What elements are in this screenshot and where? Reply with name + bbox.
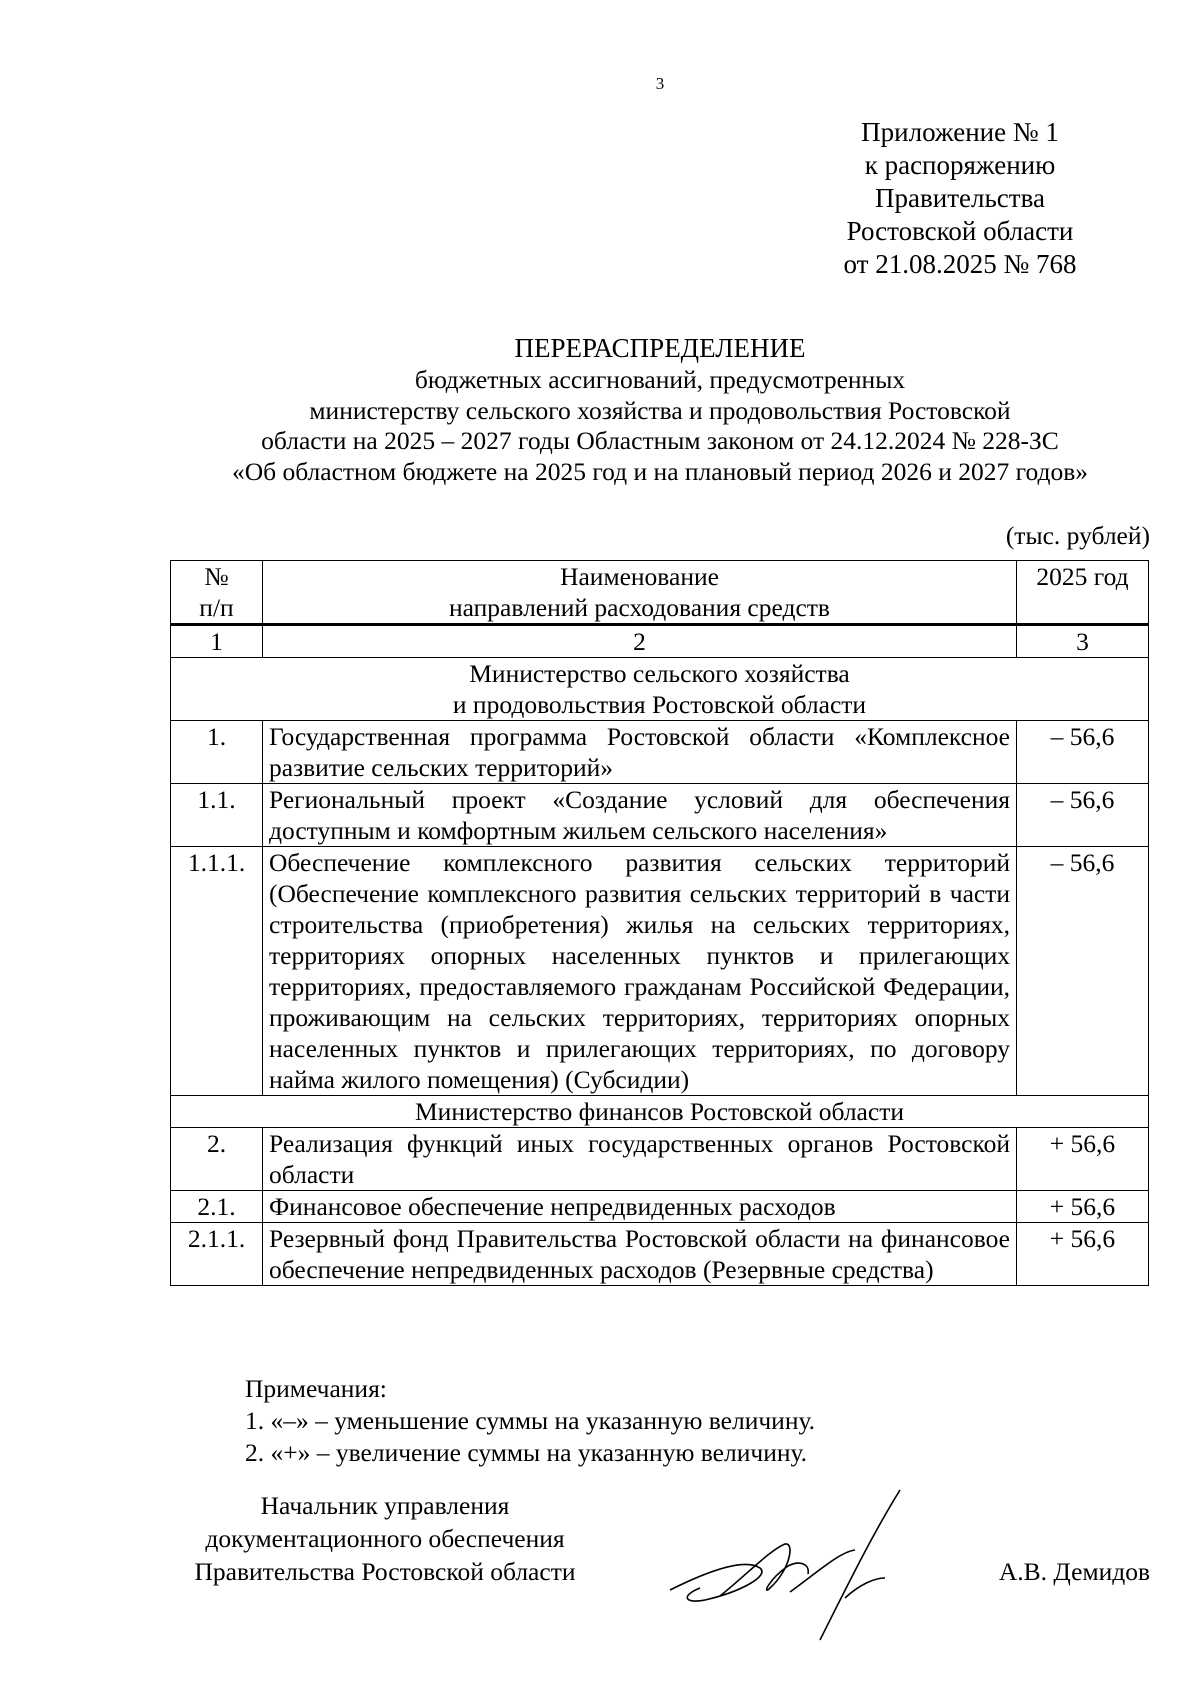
signatory-role-line-3: Правительства Ростовской области (194, 1557, 576, 1586)
column-number-2: 2 (263, 625, 1017, 658)
row-number: 1.1. (171, 784, 263, 847)
table-row (171, 1223, 1149, 1286)
title-line-1: бюджетных ассигнований, предусмотренных (414, 365, 906, 394)
title-line-2: министерству сельского хозяйства и продовольствия Ростовской (309, 395, 1011, 425)
header-name-line-1: Наименование (560, 562, 719, 591)
note-item-2: 2. «+» – увеличение суммы на указанную величину. (245, 1438, 808, 1467)
appendix-line-2: к распоряжению (864, 150, 1056, 180)
row-value: + 56,6 (1017, 1223, 1149, 1286)
appendix-line-5: от 21.08.2025 № 768 (843, 249, 1077, 279)
appendix-line-1: Приложение № 1 (861, 117, 1059, 147)
section-title (171, 658, 1149, 721)
row-value: + 56,6 (1017, 1191, 1149, 1223)
title-line-4: «Об областном бюджете на 2025 год и на плановый период 2026 и 2027 годов» (231, 456, 1089, 486)
appendix-line-3: Правительства (875, 183, 1045, 213)
table-header-row (171, 561, 1149, 625)
signatory-role-line-1: Начальник управления (260, 1491, 510, 1520)
header-number-line-2: п/п (199, 593, 234, 622)
row-number: 2.1. (171, 1191, 263, 1223)
row-value: + 56,6 (1017, 1128, 1149, 1191)
row-number: 2.1.1. (171, 1223, 263, 1286)
column-numbers-row (171, 625, 1149, 658)
column-number-3: 3 (1017, 625, 1149, 658)
title-line-3: области на 2025 – 2027 годы Областным законом от 24.12.2024 № 228-ЗС (261, 426, 1059, 455)
table-row (171, 784, 1149, 847)
table-row (171, 847, 1149, 1096)
header-name (263, 561, 1017, 625)
header-name-line-2: направлений расходования средств (449, 593, 830, 622)
row-name: Региональный проект «Создание условий для обеспечения доступным и комфортным жильем сельского населения» (263, 784, 1017, 847)
units-label: (тыс. рублей) (1005, 521, 1150, 550)
header-number (171, 561, 263, 625)
section-row-ministry-finance (171, 1096, 1149, 1128)
handwritten-signature (650, 1480, 950, 1650)
document-title (170, 331, 1150, 487)
note-item-1: 1. «–» – уменьшение суммы на указанную величину. (245, 1406, 816, 1435)
budget-table (170, 560, 1149, 1286)
section-title: Министерство финансов Ростовской области (171, 1096, 1149, 1128)
page-number: 3 (655, 74, 665, 93)
row-number: 1.1.1. (171, 847, 263, 1096)
row-value: – 56,6 (1017, 784, 1149, 847)
row-name: Государственная программа Ростовской области «Комплексное развитие сельских территорий» (263, 721, 1017, 784)
row-value: – 56,6 (1017, 847, 1149, 1096)
appendix-line-4: Ростовской области (846, 216, 1074, 246)
table-row (171, 1128, 1149, 1191)
row-name: Финансовое обеспечение непредвиденных расходов (263, 1191, 1017, 1223)
row-name: Резервный фонд Правительства Ростовской области на финансовое обеспечение непредвиденных расходов (Резервные средства) (263, 1223, 1017, 1286)
signatory-name: А.В. Демидов (998, 1557, 1150, 1586)
appendix-block (840, 116, 1080, 281)
signatory-role (170, 1489, 600, 1588)
row-number: 2. (171, 1128, 263, 1191)
header-number-line-1: № (204, 562, 229, 591)
notes-block (245, 1373, 1045, 1469)
header-year: 2025 год (1017, 561, 1149, 625)
table-row (171, 1191, 1149, 1223)
row-name: Реализация функций иных государственных органов Ростовской области (263, 1128, 1017, 1191)
section-title-line-2: и продовольствия Ростовской области (452, 690, 867, 719)
signatory-role-line-2: документационного обеспечения (205, 1524, 565, 1553)
section-row-ministry-agriculture (171, 658, 1149, 721)
notes-title: Примечания: (245, 1374, 387, 1403)
section-title-line-1: Министерство сельского хозяйства (469, 659, 850, 688)
title-main: ПЕРЕРАСПРЕДЕЛЕНИЕ (514, 333, 806, 363)
table-row (171, 721, 1149, 784)
column-number-1: 1 (171, 625, 263, 658)
row-name: Обеспечение комплексного развития сельских территорий (Обеспечение комплексного развития сельских территорий в части строительства (приобретения) жилья на сельских территориях, территориях опорных населенных пунктов и прилегающих территориях, предоставляемого гражданам Российской Федерации, проживающим на сельских территориях, территориях опорных населенных пунктов и прилегающих территориях, по договору найма жилого помещения) (Субсидии) (263, 847, 1017, 1096)
row-value: – 56,6 (1017, 721, 1149, 784)
row-number: 1. (171, 721, 263, 784)
